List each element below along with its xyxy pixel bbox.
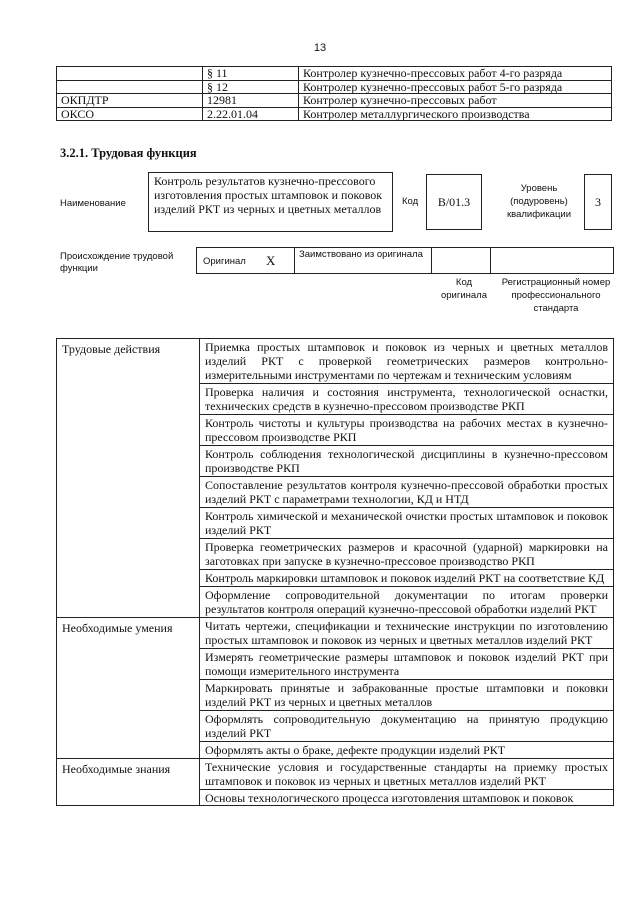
table-row [57, 618, 614, 649]
function-table [56, 338, 614, 806]
codes-table [56, 66, 612, 121]
list-item: Основы технологического процесса изготовления штамповок и поковок [200, 790, 614, 806]
section-header-knowledge: Необходимые знания [57, 759, 200, 806]
codes-title-cell: Контролер кузнечно-прессовых работ 5-го разряда [299, 80, 612, 94]
codes-code-cell: 12981 [203, 94, 299, 108]
list-item: Проверка наличия и состояния инструмента, технологической оснастки, технических средств в кузнечно-прессовом производстве РКП [200, 384, 614, 415]
list-item: Измерять геометрические размеры штамповок и поковок изделий РКТ при помощи измерительного инструмента [200, 649, 614, 680]
level-label: Уровень (подуровень) квалификации [506, 183, 572, 220]
list-item: Контроль соблюдения технологической дисциплины в кузнечно-прессовом производстве РКП [200, 446, 614, 477]
list-item: Контроль маркировки штамповок и поковок изделий РКТ на соответствие КД [200, 570, 614, 587]
page-number: 13 [313, 42, 327, 54]
codes-title-cell: Контролер кузнечно-прессовых работ 4-го разряда [299, 67, 612, 81]
table-row [57, 80, 612, 94]
original-mark: X [266, 253, 276, 268]
codes-name-cell: ОКСО [57, 107, 203, 121]
section-title: 3.2.1. Трудовая функция [60, 146, 197, 160]
list-item: Технические условия и государственные стандарты на приемку простых штамповок и поковок из черных и цветных металлов изделий РКТ [200, 759, 614, 790]
section-header-skills: Необходимые умения [57, 618, 200, 759]
codes-code-cell: 2.22.01.04 [203, 107, 299, 121]
list-item: Маркировать принятые и забракованные простые штамповки и поковки изделий РКТ из черных и цветных металлов [200, 680, 614, 711]
function-name-box: Контроль результатов кузнечно-прессового изготовления простых штамповок и поковок изделий РКТ из черных и цветных металлов [148, 172, 393, 232]
list-item: Проверка геометрических размеров и красочной (ударной) маркировки на заготовках при запуске в кузнечно-прессовое производство РКП [200, 539, 614, 570]
list-item: Контроль чистоты и культуры производства на рабочих местах в кузнечно-прессовом производстве РКП [200, 415, 614, 446]
divider [431, 247, 432, 274]
code-original-label: Код оригинала [440, 277, 487, 301]
name-label: Наименование [60, 198, 126, 209]
list-item: Читать чертежи, спецификации и технические инструкции по изготовлению простых штамповок и поковок из черных и цветных металлов изделий РКТ [200, 618, 614, 649]
reg-number-label: Регистрационный номер профессионального стандарта [501, 277, 611, 314]
table-row [57, 107, 612, 121]
codes-title-cell: Контролер металлургического производства [299, 107, 612, 121]
list-item: Сопоставление результатов контроля кузнечно-прессовой обработки простых изделий РКТ с параметрами технологии, КД и НТД [200, 477, 614, 508]
codes-name-cell [57, 80, 203, 94]
codes-title-cell: Контролер кузнечно-прессовых работ [299, 94, 612, 108]
code-label: Код [402, 196, 419, 207]
section-header-actions: Трудовые действия [57, 339, 200, 618]
original-label: Оригинал [203, 256, 246, 267]
table-row [57, 759, 614, 790]
codes-code-cell: § 11 [203, 67, 299, 81]
list-item: Оформление сопроводительной документации по итогам проверки результатов контроля операций кузнечно-прессовой обработки изделий РКТ [200, 587, 614, 618]
codes-code-cell: § 12 [203, 80, 299, 94]
table-row [57, 94, 612, 108]
divider [490, 247, 491, 274]
list-item: Контроль химической и механической очистки простых штамповок и поковок изделий РКТ [200, 508, 614, 539]
list-item: Оформлять сопроводительную документацию на принятую продукцию изделий РКТ [200, 711, 614, 742]
list-item: Оформлять акты о браке, дефекте продукции изделий РКТ [200, 742, 614, 759]
level-value-box: 3 [584, 174, 612, 230]
codes-name-cell [57, 67, 203, 81]
borrowed-label: Заимствовано из оригинала [299, 249, 423, 260]
list-item: Приемка простых штамповок и поковок из черных и цветных металлов изделий РКТ с проверкой геометрических размеров контрольно-измерительными инструментами по чертежам и техническим условиям [200, 339, 614, 384]
table-row [57, 67, 612, 81]
table-row [57, 339, 614, 384]
divider [294, 247, 295, 274]
codes-name-cell: ОКПДТР [57, 94, 203, 108]
function-code-box: В/01.3 [426, 174, 482, 230]
origin-label: Происхождение трудовой функции [60, 251, 174, 274]
